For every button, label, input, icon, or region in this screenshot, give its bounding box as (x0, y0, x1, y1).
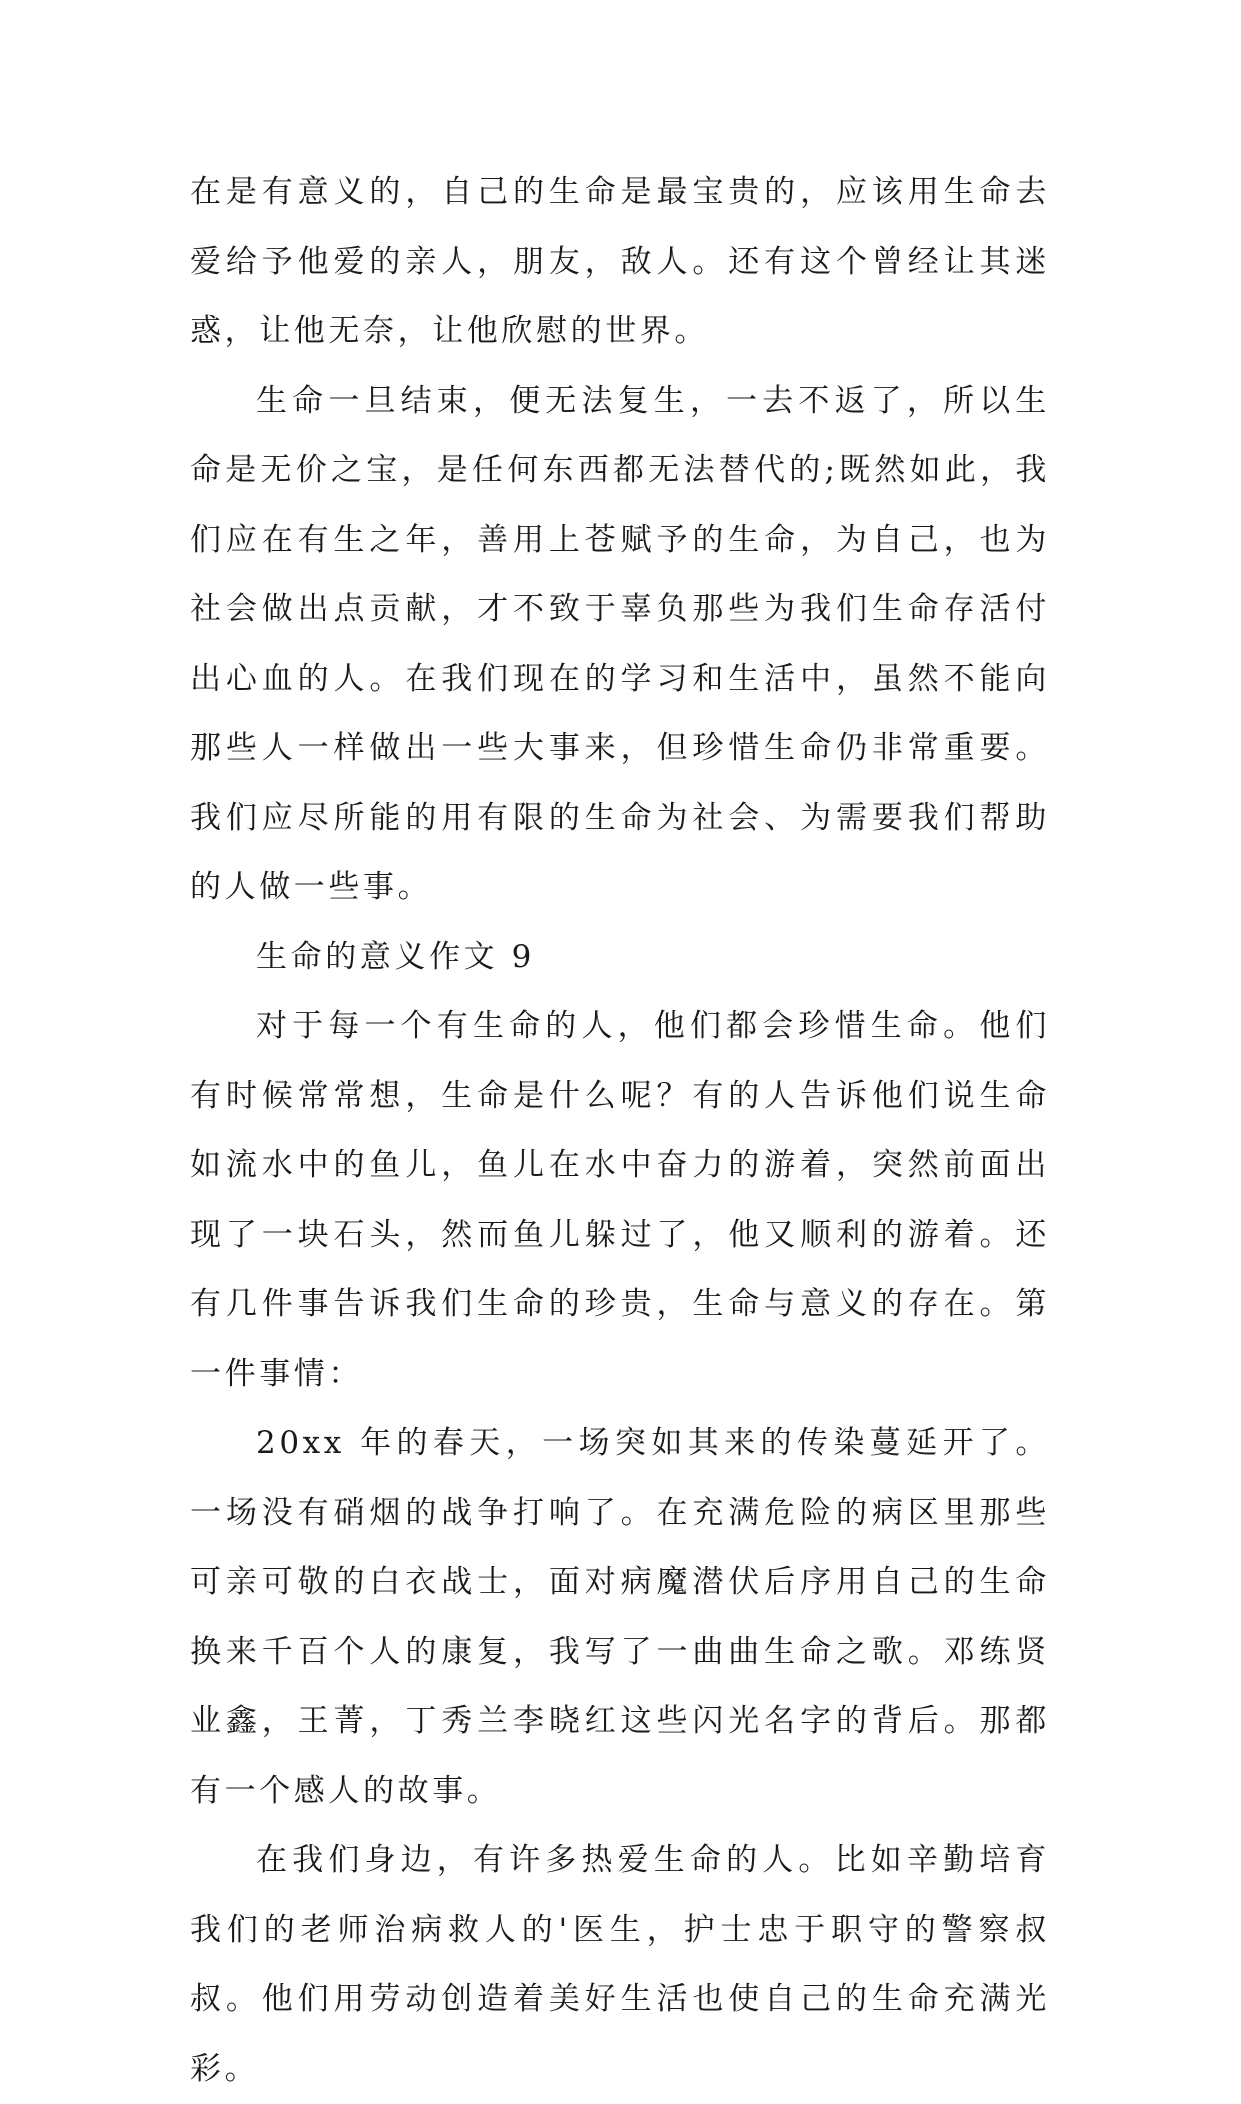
paragraph: 对于每一个有生命的人，他们都会珍惜生命。他们有时候常常想，生命是什么呢？有的人告诉他们说生命如流水中的鱼儿，鱼儿在水中奋力的游着，突然前面出现了一块石头，然而鱼儿躲过了，他又顺利的游着。还有几件事告诉我们生命的珍贵，生命与意义的存在。第一件事情： (190, 1008, 1050, 1392)
paragraph: 20xx 年的春天，一场突如其来的传染蔓延开了。一场没有硝烟的战争打响了。在充满危险的病区里那些可亲可敬的白衣战士，面对病魔潜伏后序用自己的生命换来千百个人的康复，我写了一曲曲生命之歌。邓练贤业鑫，王菁，丁秀兰李晓红这些闪光名字的背后。那都有一个感人的故事。 (190, 1425, 1050, 1809)
paragraph: 生命一旦结束，便无法复生，一去不返了，所以生命是无价之宝，是任何东西都无法替代的;既然如此，我们应在有生之年，善用上苍赋予的生命，为自己，也为社会做出点贡献，才不致于辜负那些为我们生命存活付出心血的人。在我们现在的学习和生活中，虽然不能向那些人一样做出一些大事来，但珍惜生命仍非常重要。我们应尽所能的用有限的生命为社会、为需要我们帮助的人做一些事。 (190, 382, 1050, 905)
document-body (190, 158, 1050, 2104)
section-heading: 生命的意义作文 9 (256, 938, 535, 975)
paragraph: 在我们身边，有许多热爱生命的人。比如辛勤培育我们的老师治病救人的'医生，护士忠于职守的警察叔叔。他们用劳动创造着美好生活也使自己的生命充满光彩。 (190, 1842, 1050, 2087)
paragraph-continuation: 在是有意义的，自己的生命是最宝贵的，应该用生命去爱给予他爱的亲人，朋友，敌人。还有这个曾经让其迷惑，让他无奈，让他欣慰的世界。 (190, 174, 1050, 349)
